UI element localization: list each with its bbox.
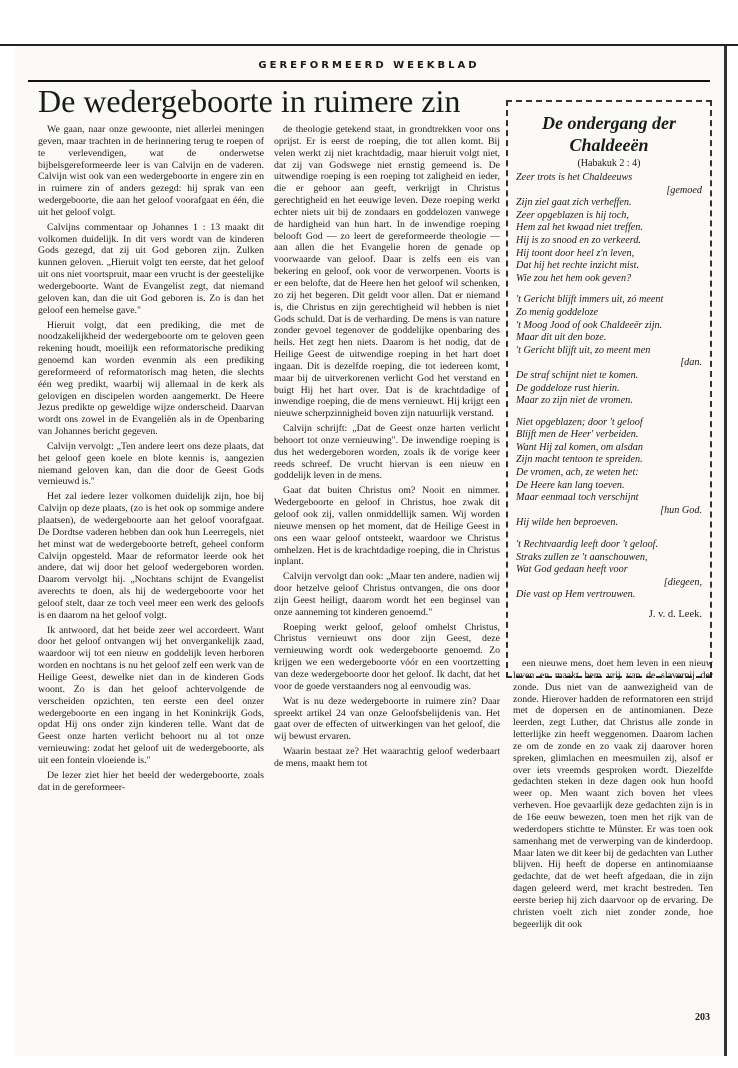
article-paragraph: Calvijn vervolgt: „Ten andere leert ons deze plaats, dat het geloof geen koele en blote kennis is, aangezien niemand geloven kan, dan die door de Geest Gods vernieuwd is." [38,440,264,488]
poem-line: Want Hij zal komen, om alsdan [516,441,643,453]
poem-line: De Heere kan lang toeven. [516,479,625,491]
article-paragraph: Ik antwoord, dat het beide zeer wel accordeert. Want door het geloof ontvangen wij het onvergankelijk zaad, waardoor wij tot een nieuw en goddelijk leven herboren worden en nochtans is nu het geloof zelf een werk van de Heilige Geest, dewelke niet dan in de kinderen Gods woont. Zo is dan het geloof achtervolgende de verscheiden opzichten, ten eerste een deel onzer wedergeboorte en een ingang in het Koninkrijk Gods, opdat Hij ons onder zijn kinderen telle. Want dat de Geest onze harten verlicht behoort nu al tot onze vernieuwing: zodat het geloof uit de wedergeboorte, als uit een fontein vloeiende is." [38,624,264,766]
poem-line: Dat hij het rechte inzicht mist. [516,260,639,272]
poem-line: Maar zo zijn niet de vromen. [516,395,633,407]
poem-line: Blijft men de Heer' verbeiden. [516,429,639,441]
poem-stanza [516,172,702,285]
poem-line: [hun God. [660,504,702,516]
article-paragraph: Calvijns commentaar op Johannes 1 : 13 maakt dit volkomen duidelijk. In dit vers wordt van de kinderen Gods gezegd, dat zij uit God geboren zijn. Zulken kunnen geloven. „Hieruit volgt ten eerste, dat het geloof uit ons niet voortspruit, maar een vrucht is der geestelijke wedergeboorte. Want de Evangelist zegt, dat niemand geloven kan, dan die uit God geboren is. Zo is dan het geloof een hemelse gave." [38,221,264,316]
magazine-page [14,46,727,1056]
article-paragraph: Het zal iedere lezer volkomen duidelijk zijn, hoe bij Calvijn op deze plaats, (zo is het ook op sommige andere plaatsen), de wedergeboorte aan het geloof voorafgaat. De Dordtse vaderen hebben dan ook hun Leerregels, niet het minst wat de wedergeboorte betreft, geheel conform Calvijn opgesteld. Maar de reformator leerde ook het andere, dat wij door het geloof wedergeboren worden. Daarom vervolgt hij. „Nochtans schijnt de Evangelist averechts te doen, als hij de wedergeboorte voor het geloof stelt, daar ze toch veel meer een werk des geloofs is en daarom na het geloof volgt. [38,491,264,621]
poem-line: Hem zal het kwaad niet treffen. [516,222,643,234]
poem-line: Zeer trots is het Chaldeeuws [516,172,633,183]
scan-bottom-margin [0,1058,738,1068]
article-paragraph: een nieuwe mens, doet hem leven in een nieuw leven en maakt hem vrij van de slavernij der zonde. Dus niet van de aanwezigheid van de zonde. Hierover hadden de reformatoren een strijd met de dopersen en de antinomianen. Deze leerden, zegt Luther, dat Christus alle zonde in letterlijke zin heeft weggenomen. Daarom lachen ze om de zonde en zo vaak zij daarover horen spreken, glimlachen en meesmuilen zij, alsof er over iets vreemds gesproken wordt. Diezelfde gedachten steken in deze dagen ook hun hoofd weer op. Men waant zich boven het vlees verheven. Hoe gevaarlijk deze gedachten zijn is in de 16e eeuw bewezen, toen men het rijk van de wederdopers stichtte te Münster. Er was toen ook samenhang met de verwerping van de kinderdoop. Maar laten we dit keer bij de gedachten van Luther blijven. Hij heeft de doperse en antinomiaanse gedachte, dat de wet heeft afgedaan, die in zijn dagen geleerd werd, met kracht bestreden. Ten eerste beriep hij zich daarvoor op de ervaring. De christen voelt zich niet zonder zonde, hoe begeerlijk dit ook [513,658,713,930]
running-header: GEREFORMEERD WEEKBLAD [258,60,480,71]
poem-line: Hij toont door heel z'n leven, [516,247,635,259]
poem-line: [gemoed [666,184,702,196]
poem-line: De vromen, ach, ze weten het: [516,467,639,479]
article-paragraph: Hieruit volgt, dat een prediking, die met de noodzakelijkheid der wedergeboorte om te geloven geen rekening houdt, moeilijk een reformatorische prediking genoemd kan worden evenmin als een prediking gereformeerd of reformatorisch mag heten, die slechts één weg predikt, waarbij wij allemaal in de kerk als gelovigen en discipelen worden aangemerkt. De Heere Jezus predikte op geweldige wijze onderscheid. Daarvan wordt ons zowel in de Evangeliën als in de Openbaring van Johannes bericht gegeven. [38,319,264,438]
poem-line: De goddeloze rust hierin. [516,382,620,394]
article-paragraph: Gaat dat buiten Christus om? Nooit en nimmer. Wedergeboorte en geloof in Christus, hoe zwak dit geloof ook zij, vallen onmiddellijk samen. Wij worden nieuwe mensen op het moment, dat de Heilige Geest in ons een waar geloof ontsteekt, waardoor we Christus omhelzen. Het is de krachtdadige roeping, die in Christus inplant. [274,485,500,568]
poem-line: 't Rechtvaardig leeft door 't geloof. [516,539,659,551]
article-column-1 [38,124,264,796]
page-number: 203 [695,1012,710,1023]
poem-stanza [516,294,702,407]
poem-line: Maar eenmaal toch verschijnt [516,492,639,504]
scan-top-margin [0,0,738,46]
article-paragraph: We gaan, naar onze gewoonte, niet allerlei meningen geven, maar trachten in de herinnering terug te roepen of te verlevendigen, wat de onderwetse bijbelsgereformeerde leer is van Calvijn en de vaderen. Calvijn wist ook van een wedergeboorte in engere zin en in ruimere zin of anders gezegd: hij sprak van een wedergeboorte, die aan het geloof voorafgaat en één, die uit het geloof volgt. [38,124,264,218]
poem-line: Zijn ziel gaat zich verheffen. [516,197,632,209]
article-paragraph: Waarin bestaat ze? Het waarachtig geloof wederbaart de mens, maakt hem tot [274,746,500,769]
poem-title [516,112,702,156]
poem-line: [dan. [680,357,702,369]
poem-line: Zo menig goddeloze [516,306,599,318]
poem-line: 't Gericht blijft immers uit, zó meent [516,294,664,306]
poem-line: Wie zou het hem ook geven? [516,272,632,284]
poem-line: De straf schijnt niet te komen. [516,369,639,381]
poem-line: Maar dit uit den boze. [516,332,607,344]
poem-stanza [516,539,702,602]
article-paragraph: Roeping werkt geloof, geloof omhelst Christus, Christus vernieuwt ons door zijn Geest, deze vernieuwing wordt ook wedergeboorte genoemd. Zo krijgen we een wedergeboorte vóór en een voortzetting van deze wedergeboorte door het geloof. Ik dacht, dat het voor de goede verstaanders nog al eenvoudig was. [274,621,500,692]
article-title: De wedergeboorte in ruimere zin [38,83,461,119]
article-column-2 [274,124,500,773]
poem-line: Niet opgeblazen; door 't geloof [516,416,643,428]
poem-author: J. v. d. Leek. [648,609,702,620]
article-paragraph: Calvijn schrijft: „Dat de Geest onze harten verlicht behoort tot onze vernieuwing". De inwendige roeping is dus het wedergeboren worden, zoals ik de vorige keer reeds schreef. De vrucht hiervan is een nieuw en goddelijk leven in de mens. [274,423,500,482]
poem-line: [diegeen, [663,576,702,588]
poem-stanzas [516,172,702,602]
poem-line: Straks zullen ze 't aanschouwen, [516,551,648,563]
article-paragraph: de theologie getekend staat, in grondtrekken voor ons oprijst. Er is eerst de roeping, die tot allen komt. Bij velen werkt zij niet krachtdadig, maar hieruit volgt niet, dat zij van Godswege niet ernstig gemeend is. De uitwendige roeping is een roeping tot zaligheid en ieder, die er gehoor aan geeft, verkrijgt in Christus gerechtigheid en het eeuwige leven. Deze roeping werkt echter niets uit bij de zondaars en goddelozen vanwege de hardigheid van hun hart. In de inwendige roeping belooft God — zo leert de gereformeerde theologie — aan allen die het Evangelie horen de genade op voorwaarde van geloof. Daar is zelfs een eis van bekering en geloof, ook voor de verworpenen. Voorts is er een belofte, dat de Heere hen het geloof wil schenken, zo zij het begeren. Dit geldt voor allen. Dat er niemand is, die Christus en zijn gerechtigheid wil hebben is niet Gods schuld. Dat is de verharding. De mens is van nature zonder gevoel tegenover de goddelijke openbaring des heils. Het zegt hen niets. Daarom is het nodig, dat de Heilige Geest de uitwendige roeping in het hart doet ingaan. Dit is dezelfde roeping, die tot iedereen komt, maar bij de uitverkorenen verlicht God het verstand en buigt Hij het hart over. Dat is de krachtdadige of inwendige roeping, die de mens vernieuwt. Hij krijgt een nieuwe scherpzinnigheid boven zijn natuurlijk verstand. [274,124,500,420]
article-paragraph: Wat is nu deze wedergeboorte in ruimere zin? Daar spreekt artikel 24 van onze Geloofsbelijdenis van. Het gaat over de effecten of uitwerkingen van het geloof, die wij bewust ervaren. [274,695,500,743]
poem-title-line-2: Chaldeeën [569,135,649,155]
article-paragraph: De lezer ziet hier het beeld der wedergeboorte, zoals dat in de gereformeer- [38,769,264,793]
poem-line: 't Moog Jood of ook Chaldeeër zijn. [516,319,663,331]
poem-box [506,100,712,678]
poem-line: 't Gericht blijft uit, zo meent men [516,344,651,356]
article-column-3 [513,658,713,933]
poem-line: Zeer opgeblazen is hij toch, [516,209,629,221]
poem-reference: (Habakuk 2 : 4) [577,158,641,169]
poem-stanza [516,417,702,530]
poem-line: Die vast op Hem vertrouwen. [516,589,636,601]
poem-title-line-1: De ondergang der [542,113,676,133]
poem-line: Zijn macht tentoon te spreiden. [516,454,643,466]
article-paragraph: Calvijn vervolgt dan ook: „Maar ten andere, nadien wij door hetzelve geloof Christus ontvangen, die ons door zijn Geest heiligt, daarom wordt het een beginsel van onze aanneming tot kinderen genoemd." [274,571,500,618]
poem-line: Hij is zo snood en zo verkeerd. [516,234,641,246]
poem-line: Hij wilde hen beproeven. [516,517,619,529]
poem-line: Wat God gedaan heeft voor [516,564,628,576]
